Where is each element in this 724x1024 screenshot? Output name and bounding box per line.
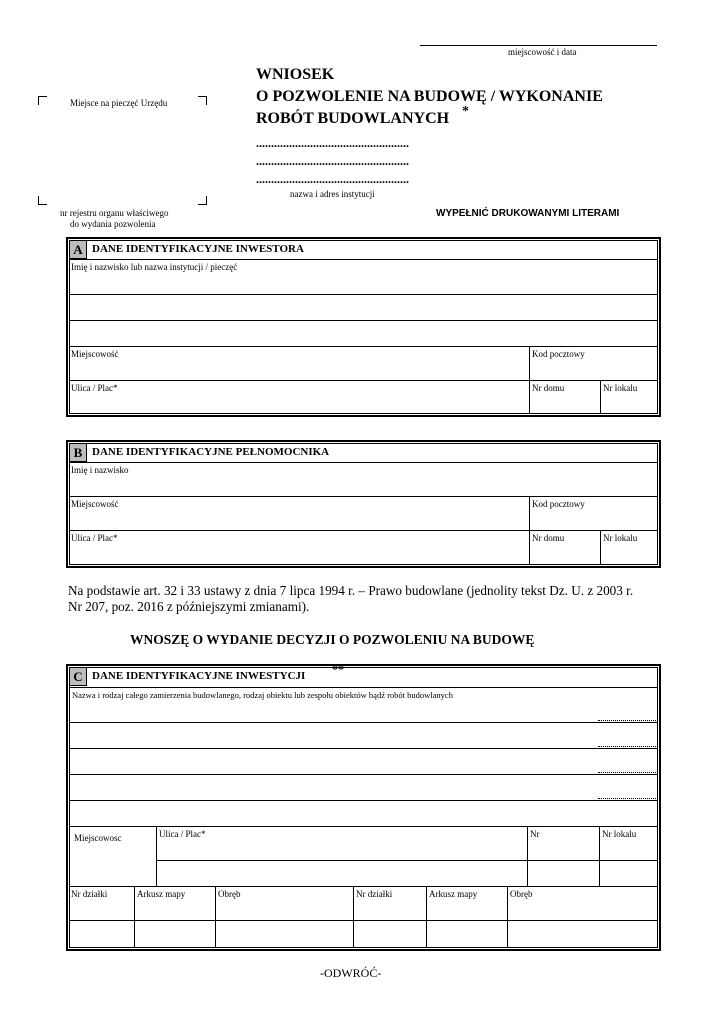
instruction-text: WYPEŁNIĆ DRUKOWANYMI LITERAMI [436, 208, 620, 219]
proxy-house-label: Nr domu [532, 533, 565, 543]
investment-nr-label: Nr [530, 829, 540, 839]
registry-label-2: do wydania pozwolenia [70, 219, 156, 229]
plot-number-label-1: Nr działki [71, 889, 108, 899]
section-b-title: DANE IDENTYFIKACYJNE PEŁNOMOCNIKA [92, 446, 330, 458]
investor-street-label: Ulica / Plac* [71, 383, 118, 393]
proxy-city-label: Miejscowość [71, 499, 119, 509]
map-sheet-label-1: Arkusz mapy [137, 889, 186, 899]
section-c-title: DANE IDENTYFIKACYJNE INWESTYCJI [92, 670, 306, 682]
investor-flat-label: Nr lokalu [603, 383, 638, 393]
section-b-letter: B [69, 443, 87, 462]
place-date-line [420, 45, 657, 46]
legal-basis-line-1: Na podstawie art. 32 i 33 ustawy z dnia 7 lipca 1994 r. – Prawo budowlane (jednolity tekst Dz. U. z 2003 r. [68, 583, 634, 598]
form-title-3: ROBÓT BUDOWLANYCH [256, 110, 450, 127]
institution-label: nazwa i adres instytucji [290, 189, 375, 199]
proxy-street-label: Ulica / Plac* [71, 533, 118, 543]
investor-postal-label: Kod pocztowy [532, 349, 585, 359]
turn-over-label: -ODWRÓĆ- [320, 966, 382, 980]
proxy-flat-label: Nr lokalu [603, 533, 638, 543]
institution-dots-3: ................................................... [256, 172, 409, 186]
investment-desc-label: Nazwa i rodzaj całego zamierzenia budowlanego, rodzaj obiektu lub zespołu obiektów bądź robót budowlanych [72, 690, 453, 700]
place-date-label: miejscowość i data [508, 47, 577, 57]
precinct-label-1: Obręb [218, 889, 241, 899]
stamp-label: Miejsce na pieczęć Urzędu [70, 98, 168, 108]
investor-city-label: Miejscowość [71, 349, 119, 359]
map-sheet-label-2: Arkusz mapy [429, 889, 478, 899]
stamp-corner-tr [198, 96, 207, 105]
investment-flat-label: Nr lokalu [602, 829, 637, 839]
proxy-name-label: Imię i nazwisko [71, 465, 129, 475]
request-heading: WNOSZĘ O WYDANIE DECYZJI O POZWOLENIU NA BUDOWĘ [130, 632, 535, 647]
section-a-title: DANE IDENTYFIKACYJNE INWESTORA [92, 243, 304, 255]
plot-number-label-2: Nr działki [356, 889, 393, 899]
investment-street-label: Ulica / Plac* [159, 829, 206, 839]
section-c-stars: ** [332, 662, 344, 676]
stamp-corner-tl [38, 96, 47, 105]
investor-house-label: Nr domu [532, 383, 565, 393]
section-c-letter: C [69, 667, 87, 686]
investor-name-label: Imię i nazwisko lub nazwa instytucji / pieczęć [71, 262, 238, 272]
legal-basis-line-2: Nr 207, poz. 2016 z późniejszymi zmianami). [68, 599, 310, 614]
precinct-label-2: Obręb [510, 889, 533, 899]
form-title-2: O POZWOLENIE NA BUDOWĘ / WYKONANIE [256, 88, 603, 105]
registry-label-1: nr rejestru organu właściwego [60, 208, 169, 218]
form-title-1: WNIOSEK [256, 66, 335, 83]
section-c-inner [69, 667, 658, 948]
stamp-corner-br [198, 196, 207, 205]
institution-dots-1: ................................................... [256, 136, 409, 150]
proxy-postal-label: Kod pocztowy [532, 499, 585, 509]
stamp-corner-bl [38, 196, 47, 205]
institution-dots-2: ................................................... [256, 154, 409, 168]
section-a-letter: A [69, 240, 87, 259]
investment-city-label: Miejscowosc [74, 833, 122, 843]
form-title-star: * [462, 104, 469, 119]
